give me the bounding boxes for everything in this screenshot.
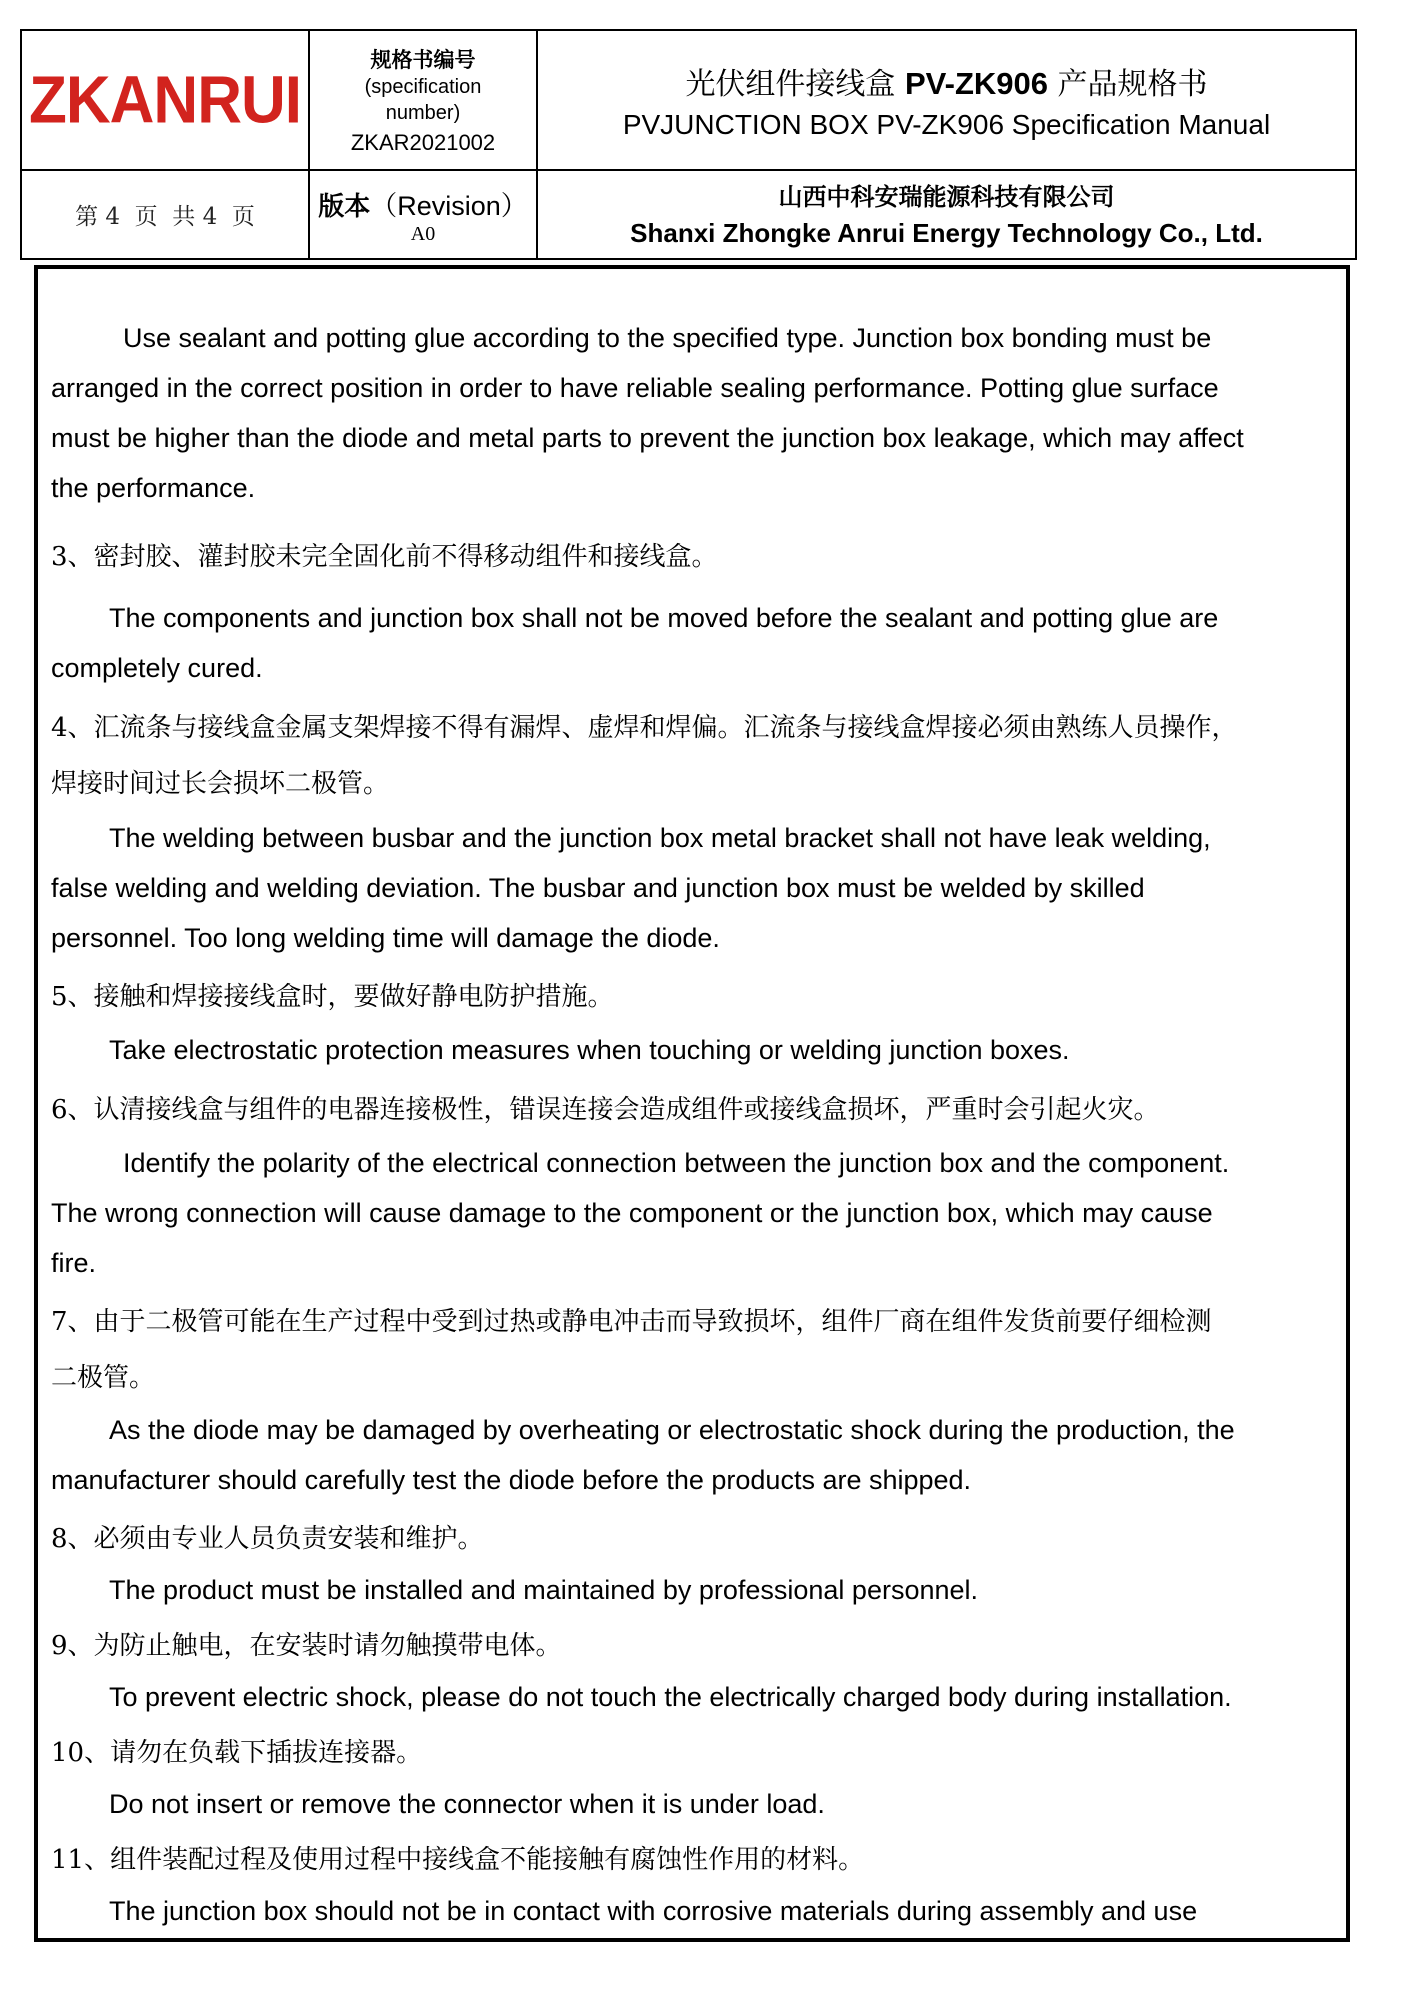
company-cell: [538, 171, 1355, 258]
paragraph-line: Identify the polarity of the electrical connection between the junction box and the component.: [123, 1148, 1230, 1178]
paragraph-line: false welding and welding deviation. The busbar and junction box must be welded by skilled: [51, 873, 1145, 903]
logo-cell: [22, 31, 308, 169]
paragraph-line: The welding between busbar and the junction box metal bracket shall not have leak welding,: [109, 823, 1211, 853]
paragraph-line: Take electrostatic protection measures when touching or welding junction boxes.: [109, 1035, 1070, 1065]
document-title-cn: [685, 63, 1207, 106]
spec-number-label-en-1: (specification: [364, 76, 482, 98]
paragraph-line: manufacturer should carefully test the diode before the products are shipped.: [51, 1465, 972, 1495]
title-cn-suffix: 产品规格书: [1057, 66, 1208, 102]
paragraph-line: completely cured.: [51, 653, 263, 683]
title-model: PV-ZK906: [904, 65, 1048, 101]
paragraph-line: The product must be installed and maintained by professional personnel.: [109, 1575, 979, 1605]
spec-number-cell: [310, 31, 536, 169]
list-item-7: 7、由于二极管可能在生产过程中受到过热或静电冲击而导致损坏，组件厂商在组件发货前要仔细检测: [51, 1307, 1212, 1337]
list-item-7-continued: 二极管。: [51, 1363, 156, 1393]
document-title-en: PVJUNCTION BOX PV-ZK906 Specification Manual: [622, 108, 1271, 140]
paragraph-line: personnel. Too long welding time will damage the diode.: [51, 923, 720, 953]
paragraph-line: The components and junction box shall not be moved before the sealant and potting glue are: [109, 603, 1219, 633]
spec-number-value: ZKAR2021002: [350, 130, 496, 155]
title-cn-prefix: 光伏组件接线盒: [685, 66, 896, 102]
title-cell: [538, 31, 1355, 169]
spec-number-label-cn: 规格书编号: [370, 48, 476, 72]
paragraph-line: the performance.: [51, 473, 256, 503]
revision-label-en: （Revision）: [370, 190, 528, 221]
paragraph-line: The junction box should not be in contact with corrosive materials during assembly and use: [109, 1896, 1198, 1926]
revision-value: A0: [410, 222, 436, 245]
list-item-11: 11、组件装配过程及使用过程中接线盒不能接触有腐蚀性作用的材料。: [51, 1845, 865, 1875]
paragraph-line: arranged in the correct position in order to have reliable sealing performance. Potting glue surface: [51, 373, 1219, 403]
page-info-cell: [22, 171, 308, 258]
paragraph-line: fire.: [51, 1248, 97, 1278]
paragraph-line: must be higher than the diode and metal parts to prevent the junction box leakage, which may affect: [51, 423, 1244, 453]
list-item-4: 4、汇流条与接线盒金属支架焊接不得有漏焊、虚焊和焊偏。汇流条与接线盒焊接必须由熟练人员操作，: [51, 713, 1238, 743]
paragraph-line: To prevent electric shock, please do not touch the electrically charged body during installation.: [109, 1682, 1232, 1712]
spec-number-label-en-2: number): [385, 102, 461, 124]
list-item-4-continued: 焊接时间过长会损坏二极管。: [51, 769, 390, 799]
company-name-cn: 山西中科安瑞能源科技有限公司: [778, 181, 1115, 211]
revision-label-cn: 版本: [318, 191, 371, 222]
paragraph-line: Use sealant and potting glue according to the specified type. Junction box bonding must be: [123, 323, 1212, 353]
revision-cell: [310, 171, 536, 258]
list-item-8: 8、必须由专业人员负责安装和维护。: [51, 1524, 484, 1554]
company-name-en: Shanxi Zhongke Anrui Energy Technology Co., Ltd.: [630, 217, 1263, 248]
company-logo: ZKANRUI: [29, 62, 301, 138]
list-item-6: 6、认清接线盒与组件的电器连接极性，错误连接会造成组件或接线盒损坏，严重时会引起火灾。: [51, 1095, 1160, 1125]
list-item-5: 5、接触和焊接接线盒时，要做好静电防护措施。: [51, 982, 614, 1012]
revision: [310, 184, 536, 246]
paragraph-line: The wrong connection will cause damage to the component or the junction box, which may cause: [51, 1198, 1213, 1228]
page-info: 第 4 页 共 4 页: [75, 204, 255, 230]
list-item-3: 3、密封胶、灌封胶未完全固化前不得移动组件和接线盒。: [51, 542, 718, 572]
document-header: [20, 29, 1357, 260]
paragraph-line: As the diode may be damaged by overheating or electrostatic shock during the production, the: [109, 1415, 1235, 1445]
list-item-9: 9、为防止触电，在安装时请勿触摸带电体。: [51, 1631, 562, 1661]
paragraph-line: Do not insert or remove the connector when it is under load.: [109, 1789, 825, 1819]
list-item-10: 10、请勿在负载下插拔连接器。: [51, 1738, 423, 1768]
